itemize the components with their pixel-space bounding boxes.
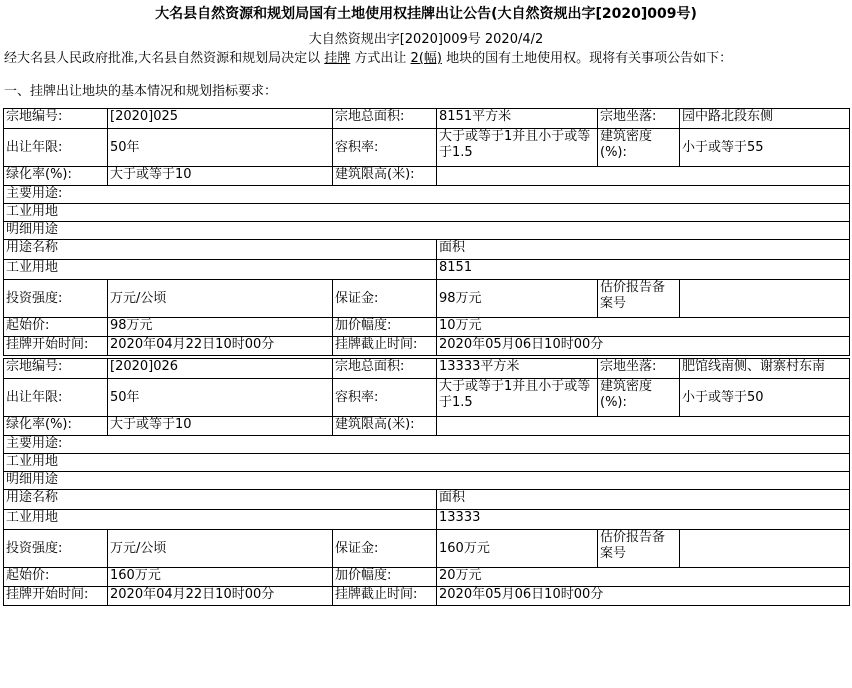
appraisal-value bbox=[680, 280, 850, 318]
intro-before: 经大名县人民政府批准,大名县自然资源和规划局决定以 bbox=[4, 51, 325, 66]
label-start-price: 起始价: bbox=[4, 318, 108, 337]
height-value bbox=[437, 417, 850, 436]
label-total-area: 宗地总面积: bbox=[333, 109, 437, 129]
start-price-value: 98万元 bbox=[108, 318, 333, 337]
label-end-time: 挂牌截止时间: bbox=[333, 587, 437, 606]
term-value: 50年 bbox=[108, 129, 333, 167]
start-time-value: 2020年04月22日10时00分 bbox=[108, 337, 333, 356]
use-name-value: 工业用地 bbox=[4, 510, 437, 530]
main-use-value: 工业用地 bbox=[4, 204, 850, 222]
appraisal-value bbox=[680, 530, 850, 568]
label-appraisal: 估价报告备案号 bbox=[598, 530, 680, 568]
announcement-subtitle: 大自然资规出字[2020]009号 2020/4/2 bbox=[308, 32, 544, 47]
term-value: 50年 bbox=[108, 379, 333, 417]
parcel-no-value: [2020]026 bbox=[108, 359, 333, 379]
label-deposit: 保证金: bbox=[333, 280, 437, 318]
label-term: 出让年限: bbox=[4, 129, 108, 167]
label-location: 宗地坐落: bbox=[598, 109, 680, 129]
label-height: 建筑限高(米): bbox=[333, 167, 437, 186]
label-main-use: 主要用途: bbox=[4, 436, 850, 454]
end-time-value: 2020年05月06日10时00分 bbox=[437, 587, 850, 606]
announcement-title: 大名县自然资源和规划局国有土地使用权挂牌出让公告(大自然资规出字[2020]009号) bbox=[155, 6, 697, 22]
main-use-value: 工业用地 bbox=[4, 454, 850, 472]
parcel-table-2 bbox=[3, 358, 850, 606]
label-area: 面积 bbox=[437, 240, 850, 260]
label-start-time: 挂牌开始时间: bbox=[4, 337, 108, 356]
intro-method: 挂牌 bbox=[324, 51, 351, 66]
label-increment: 加价幅度: bbox=[333, 568, 437, 587]
section-title: 一、挂牌出让地块的基本情况和规划指标要求： bbox=[4, 84, 278, 99]
location-value: 园中路北段东侧 bbox=[680, 109, 850, 129]
parcel-no-value: [2020]025 bbox=[108, 109, 333, 129]
label-green: 绿化率(%): bbox=[4, 417, 108, 436]
label-density: 建筑密度(%): bbox=[598, 379, 680, 417]
investment-value: 万元/公顷 bbox=[108, 280, 333, 318]
label-main-use: 主要用途: bbox=[4, 186, 850, 204]
label-area: 面积 bbox=[437, 490, 850, 510]
label-investment: 投资强度: bbox=[4, 530, 108, 568]
density-value: 小于或等于50 bbox=[680, 379, 850, 417]
increment-value: 10万元 bbox=[437, 318, 850, 337]
area-value: 8151 bbox=[437, 260, 850, 280]
label-green: 绿化率(%): bbox=[4, 167, 108, 186]
label-density: 建筑密度(%): bbox=[598, 129, 680, 167]
start-time-value: 2020年04月22日10时00分 bbox=[108, 587, 333, 606]
intro-paragraph bbox=[0, 50, 852, 67]
height-value bbox=[437, 167, 850, 186]
label-use-name: 用途名称 bbox=[4, 490, 437, 510]
label-term: 出让年限: bbox=[4, 379, 108, 417]
label-detail-use: 明细用途 bbox=[4, 472, 850, 490]
far-value: 大于或等于1并且小于或等于1.5 bbox=[437, 379, 598, 417]
increment-value: 20万元 bbox=[437, 568, 850, 587]
label-use-name: 用途名称 bbox=[4, 240, 437, 260]
label-investment: 投资强度: bbox=[4, 280, 108, 318]
label-total-area: 宗地总面积: bbox=[333, 359, 437, 379]
label-far: 容积率: bbox=[333, 129, 437, 167]
label-far: 容积率: bbox=[333, 379, 437, 417]
label-start-time: 挂牌开始时间: bbox=[4, 587, 108, 606]
label-parcel-no: 宗地编号: bbox=[4, 109, 108, 129]
parcel-table-1 bbox=[3, 108, 850, 356]
deposit-value: 160万元 bbox=[437, 530, 598, 568]
intro-middle: 方式出让 bbox=[350, 51, 411, 66]
location-value: 肥馆线南侧、谢寨村东南 bbox=[680, 359, 850, 379]
intro-count: 2(幅) bbox=[410, 51, 442, 66]
green-value: 大于或等于10 bbox=[108, 167, 333, 186]
total-area-value: 13333平方米 bbox=[437, 359, 598, 379]
label-parcel-no: 宗地编号: bbox=[4, 359, 108, 379]
area-value: 13333 bbox=[437, 510, 850, 530]
far-value: 大于或等于1并且小于或等于1.5 bbox=[437, 129, 598, 167]
use-name-value: 工业用地 bbox=[4, 260, 437, 280]
investment-value: 万元/公顷 bbox=[108, 530, 333, 568]
total-area-value: 8151平方米 bbox=[437, 109, 598, 129]
label-detail-use: 明细用途 bbox=[4, 222, 850, 240]
label-increment: 加价幅度: bbox=[333, 318, 437, 337]
density-value: 小于或等于55 bbox=[680, 129, 850, 167]
green-value: 大于或等于10 bbox=[108, 417, 333, 436]
label-height: 建筑限高(米): bbox=[333, 417, 437, 436]
label-end-time: 挂牌截止时间: bbox=[333, 337, 437, 356]
label-start-price: 起始价: bbox=[4, 568, 108, 587]
deposit-value: 98万元 bbox=[437, 280, 598, 318]
end-time-value: 2020年05月06日10时00分 bbox=[437, 337, 850, 356]
label-deposit: 保证金: bbox=[333, 530, 437, 568]
start-price-value: 160万元 bbox=[108, 568, 333, 587]
label-appraisal: 估价报告备案号 bbox=[598, 280, 680, 318]
label-location: 宗地坐落: bbox=[598, 359, 680, 379]
intro-after: 地块的国有土地使用权。现将有关事项公告如下： bbox=[441, 51, 733, 66]
